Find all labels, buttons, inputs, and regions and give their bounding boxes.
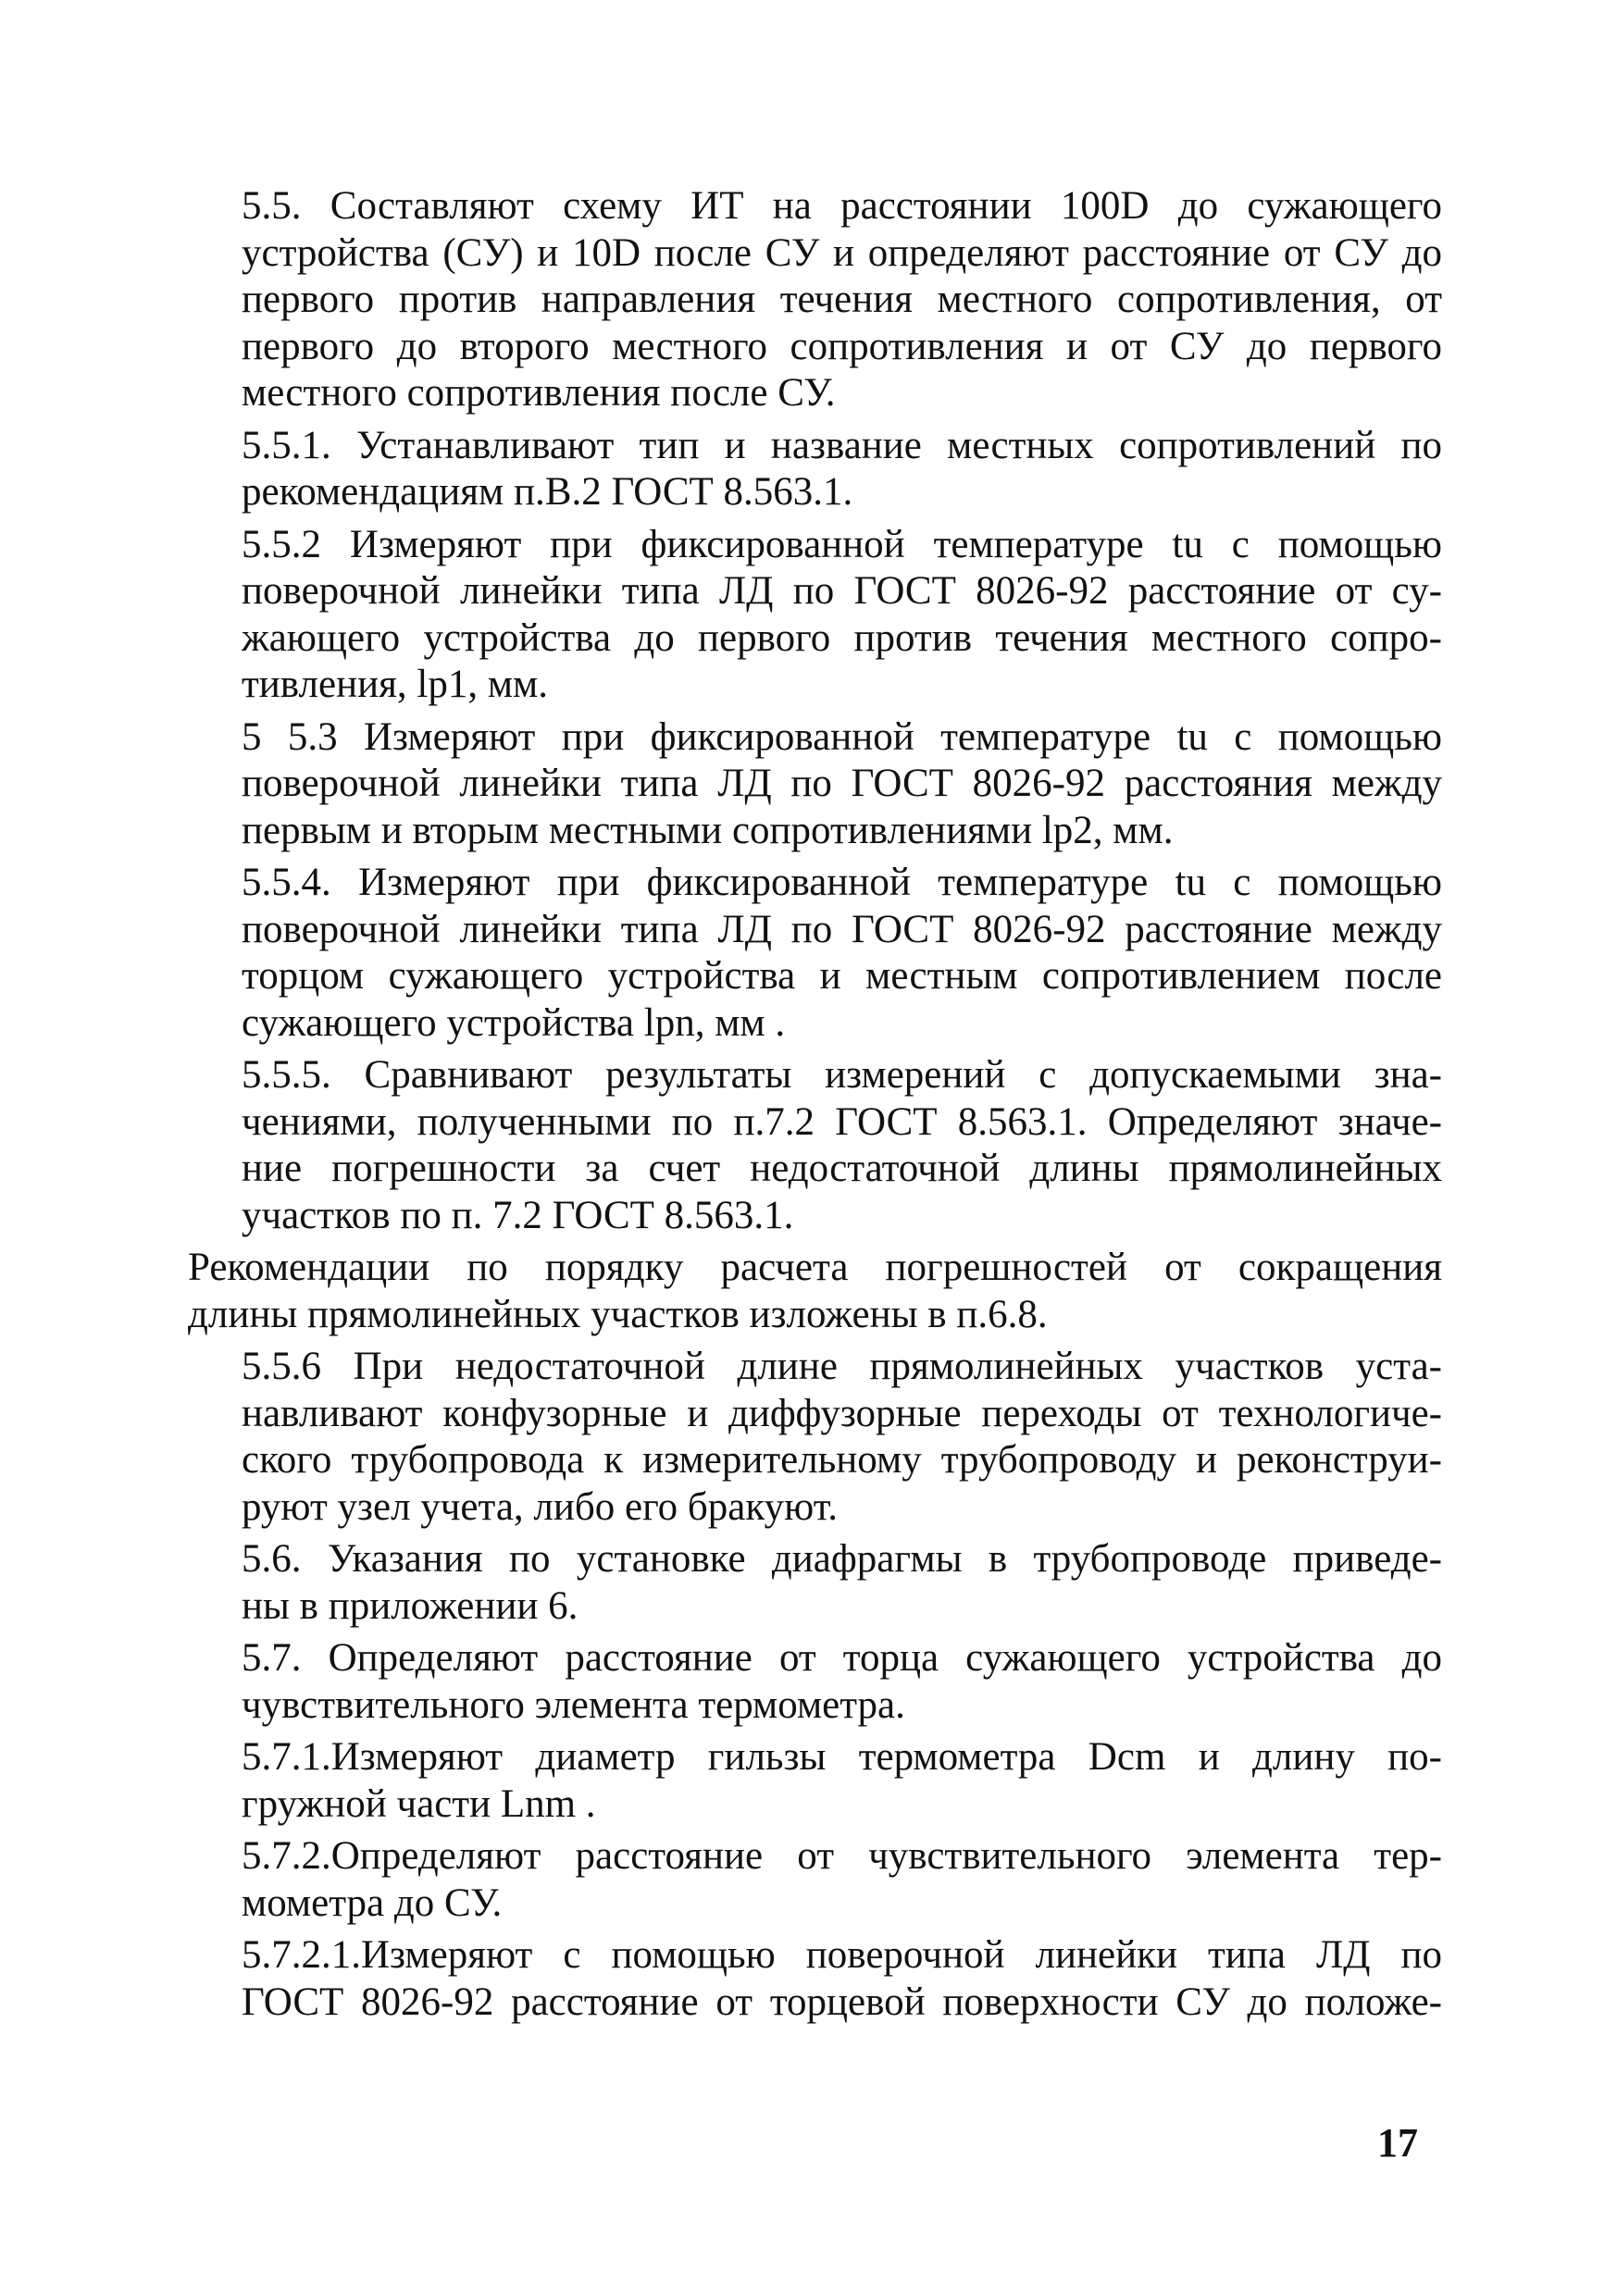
text-line: гружной части Lnm . xyxy=(242,1781,596,1826)
text-line: участков по п. 7.2 ГОСТ 8.563.1. xyxy=(242,1193,794,1237)
text-line: 5.5.6 При недостаточной длине прямолинейных участков уста- xyxy=(242,1345,1442,1388)
text-line: устройства (СУ) и 10D после СУ и определяют расстояние от СУ до xyxy=(242,230,1442,275)
text-line: 5.5.5. Сравнивают результаты измерений с допускаемыми зна- xyxy=(242,1053,1442,1097)
text-line: Рекомендации по порядку расчета погрешностей от сокращения xyxy=(188,1246,1442,1289)
text-line: первым и вторым местными сопротивлениями lp2, мм. xyxy=(242,808,1174,852)
paragraph-5-5-6 xyxy=(188,1344,1442,1531)
text-line: 5.7.2.Определяют расстояние от чувствительного элемента тер- xyxy=(242,1834,1442,1878)
paragraph-5-7 xyxy=(188,1635,1442,1729)
text-line: мометра до СУ. xyxy=(242,1880,503,1925)
paragraph-recommendations xyxy=(188,1245,1442,1338)
text-line: местного сопротивления после СУ. xyxy=(242,371,836,415)
paragraph-5-5-1 xyxy=(188,423,1442,516)
text-line: торцом сужающего устройства и местным сопротивлением после xyxy=(242,954,1442,998)
text-line: 5.7.1.Измеряют диаметр гильзы термометра Dcm и длину по- xyxy=(242,1735,1442,1779)
text-line: 5.7. Определяют расстояние от торца сужающего устройства до xyxy=(242,1636,1442,1680)
text-line: 5.6. Указания по установке диафрагмы в трубопроводе приведе- xyxy=(242,1537,1442,1581)
text-line: 5.5.2 Измеряют при фиксированной температуре tu с помощью xyxy=(242,522,1442,566)
text-line: ского трубопровода к измерительному трубопроводу и реконструи- xyxy=(242,1438,1442,1482)
text-line: 5.7.2.1.Измеряют с помощью поверочной линейки типа ЛД по xyxy=(242,1933,1442,1977)
paragraph-5-7-2-1 xyxy=(188,1932,1442,2026)
paragraph-5-7-1 xyxy=(188,1734,1442,1828)
text-line: 5 5.3 Измеряют при фиксированной температуре tu с помощью xyxy=(242,714,1442,759)
text-line: первого до второго местного сопротивления и от СУ до первого xyxy=(242,324,1442,368)
paragraph-5-7-2 xyxy=(188,1833,1442,1927)
text-line: поверочной линейки типа ЛД по ГОСТ 8026-92 расстояния между xyxy=(242,762,1442,805)
text-line: ГОСТ 8026-92 расстояние от торцевой поверхности СУ до положе- xyxy=(242,1980,1442,2024)
document-page xyxy=(188,183,1442,2031)
paragraph-5-5-5 xyxy=(188,1052,1442,1239)
paragraph-5-5 xyxy=(188,183,1442,417)
paragraph-5-5-2 xyxy=(188,522,1442,709)
text-line: чувствительного элемента термометра. xyxy=(242,1682,905,1727)
text-line: рекомендациям п.В.2 ГОСТ 8.563.1. xyxy=(242,470,853,514)
page-number: 17 xyxy=(1377,2120,1418,2166)
text-line: руют узел учета, либо его бракуют. xyxy=(242,1484,839,1529)
text-line: ние погрешности за счет недостаточной длины прямолинейных xyxy=(242,1147,1442,1190)
paragraph-5-5-3 xyxy=(188,714,1442,855)
text-line: поверочной линейки типа ЛД по ГОСТ 8026-92 расстояние между xyxy=(242,907,1442,951)
text-line: длины прямолинейных участков изложены в п.6.8. xyxy=(188,1292,1048,1336)
text-line: первого против направления течения местного сопротивления, от xyxy=(242,278,1442,321)
text-line: ны в приложении 6. xyxy=(242,1583,578,1628)
text-line: навливают конфузорные и диффузорные переходы от технологиче- xyxy=(242,1391,1442,1435)
paragraph-5-5-4 xyxy=(188,860,1442,1047)
text-line: жающего устройства до первого против течения местного сопро- xyxy=(242,615,1442,660)
text-line: 5.5.1. Устанавливают тип и название местных сопротивлений по xyxy=(242,423,1442,467)
text-line: 5.5. Составляют схему ИТ на расстоянии 100D до сужающего xyxy=(242,184,1442,228)
text-line: чениями, полученными по п.7.2 ГОСТ 8.563.1. Определяют значе- xyxy=(242,1099,1442,1144)
paragraph-5-6 xyxy=(188,1536,1442,1630)
text-line: поверочной линейки типа ЛД по ГОСТ 8026-92 расстояние от су- xyxy=(242,569,1442,613)
text-line: сужающего устройства lpn, мм . xyxy=(242,1000,786,1045)
text-line: 5.5.4. Измеряют при фиксированной температуре tu с помощью xyxy=(242,861,1442,904)
text-line: тивления, lp1, мм. xyxy=(242,663,549,706)
